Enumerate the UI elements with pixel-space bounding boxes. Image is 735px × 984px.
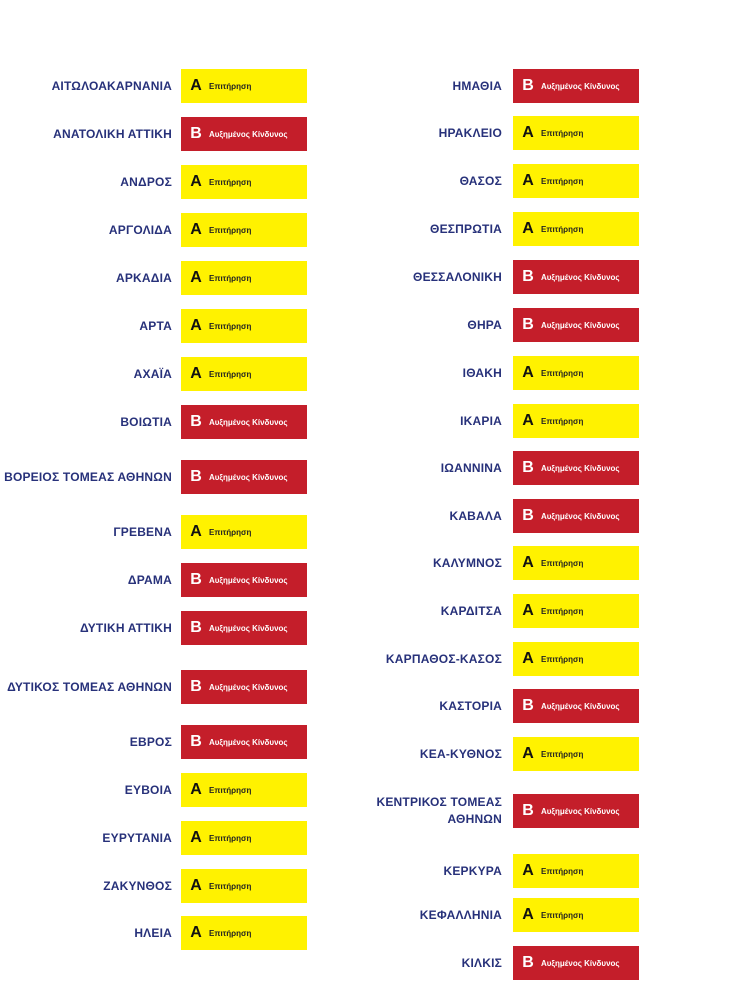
- region-name: ΙΘΑΚΗ: [462, 365, 502, 380]
- level-label: Επιτήρηση: [541, 654, 584, 664]
- region-row: [365, 642, 639, 676]
- alert-level-badge: [513, 546, 639, 580]
- alert-level-badge: [181, 515, 307, 549]
- level-label: Αυξημένος Κίνδυνος: [541, 320, 620, 330]
- alert-level-badge: [181, 117, 307, 151]
- alert-level-badge: [513, 212, 639, 246]
- level-label: Επιτήρηση: [541, 176, 584, 186]
- level-label: Επιτήρηση: [541, 128, 584, 138]
- level-letter: Β: [522, 268, 534, 285]
- region-row: [365, 946, 639, 980]
- level-label: Αυξημένος Κίνδυνος: [541, 511, 620, 521]
- alert-level-badge: [513, 854, 639, 888]
- level-letter: Β: [190, 733, 202, 750]
- region-row: [0, 515, 307, 549]
- region-name: ΔΡΑΜΑ: [127, 572, 172, 587]
- level-label: Επιτήρηση: [209, 833, 252, 843]
- level-letter: Α: [190, 317, 202, 334]
- level-label: Αυξημένος Κίνδυνος: [209, 623, 288, 633]
- region-name: ΚΕΡΚΥΡΑ: [443, 863, 502, 878]
- region-name: ΚΕΦΑΛΛΗΝΙΑ: [419, 907, 502, 922]
- region-row: [365, 404, 639, 438]
- region-name: ΓΡΕΒΕΝΑ: [113, 524, 172, 539]
- region-name: ΚΑΒΑΛΑ: [449, 508, 502, 523]
- level-letter: Α: [190, 221, 202, 238]
- region-row: [0, 261, 307, 295]
- region-name: ΚΕΝΤΡΙΚΟΣ ΤΟΜΕΑΣ ΑΘΗΝΩΝ: [376, 795, 502, 826]
- alert-level-badge: [181, 261, 307, 295]
- region-name: ΑΧΑΪΑ: [133, 366, 172, 381]
- region-row: [365, 854, 639, 888]
- level-letter: Α: [190, 77, 202, 94]
- region-row: [365, 898, 639, 932]
- region-row: [365, 260, 639, 294]
- level-label: Αυξημένος Κίνδυνος: [209, 575, 288, 585]
- region-row: [365, 69, 639, 103]
- level-letter: Α: [522, 650, 534, 667]
- level-letter: Β: [190, 678, 202, 695]
- alert-level-badge: [181, 165, 307, 199]
- level-label: Αυξημένος Κίνδυνος: [209, 417, 288, 427]
- region-row: [365, 164, 639, 198]
- level-letter: Β: [522, 697, 534, 714]
- region-name: ΗΡΑΚΛΕΙΟ: [438, 125, 502, 140]
- region-row: [0, 309, 307, 343]
- alert-level-badge: [181, 309, 307, 343]
- level-letter: Α: [190, 365, 202, 382]
- region-row: [365, 356, 639, 390]
- level-label: Επιτήρηση: [209, 321, 252, 331]
- alert-level-badge: [513, 898, 639, 932]
- region-row: [0, 821, 307, 855]
- level-label: Επιτήρηση: [541, 224, 584, 234]
- level-letter: Β: [522, 954, 534, 971]
- level-letter: Β: [522, 802, 534, 819]
- level-letter: Α: [522, 554, 534, 571]
- region-row: [0, 563, 307, 597]
- region-name: ΖΑΚΥΝΘΟΣ: [103, 878, 172, 893]
- region-row: [365, 116, 639, 150]
- level-letter: Β: [190, 125, 202, 142]
- region-row: [0, 725, 307, 759]
- level-letter: Α: [190, 829, 202, 846]
- level-label: Επιτήρηση: [209, 881, 252, 891]
- region-row: [0, 405, 307, 439]
- level-label: Επιτήρηση: [541, 368, 584, 378]
- region-name: ΚΙΛΚΙΣ: [461, 955, 502, 970]
- alert-level-badge: [513, 260, 639, 294]
- region-row: [0, 69, 307, 103]
- alert-level-badge: [181, 869, 307, 903]
- alert-level-badge: [181, 357, 307, 391]
- region-row: [0, 460, 307, 494]
- alert-level-badge: [513, 642, 639, 676]
- region-name: ΚΑΡΔΙΤΣΑ: [440, 603, 502, 618]
- region-name: ΙΚΑΡΙΑ: [460, 413, 502, 428]
- region-name: ΑΝΑΤΟΛΙΚΗ ΑΤΤΙΚΗ: [53, 126, 172, 141]
- alert-level-badge: [181, 460, 307, 494]
- region-name: ΕΥΡΥΤΑΝΙΑ: [102, 830, 172, 845]
- level-letter: Α: [190, 877, 202, 894]
- region-row: [365, 451, 639, 485]
- alert-level-badge: [181, 821, 307, 855]
- region-name: ΑΡΤΑ: [139, 318, 172, 333]
- region-row: [365, 308, 639, 342]
- level-label: Αυξημένος Κίνδυνος: [209, 129, 288, 139]
- level-letter: Α: [522, 862, 534, 879]
- alert-level-badge: [513, 69, 639, 103]
- region-name: ΑΡΓΟΛΙΔΑ: [108, 222, 172, 237]
- alert-level-badge: [181, 670, 307, 704]
- level-letter: Α: [522, 124, 534, 141]
- level-label: Επιτήρηση: [209, 273, 252, 283]
- level-letter: Α: [190, 781, 202, 798]
- region-name: ΚΑΣΤΟΡΙΑ: [439, 698, 502, 713]
- region-name: ΘΕΣΣΑΛΟΝΙΚΗ: [413, 269, 502, 284]
- alert-level-badge: [513, 594, 639, 628]
- level-letter: Α: [522, 745, 534, 762]
- level-letter: Β: [190, 413, 202, 430]
- level-letter: Α: [190, 269, 202, 286]
- level-letter: Β: [190, 571, 202, 588]
- level-label: Αυξημένος Κίνδυνος: [209, 737, 288, 747]
- level-label: Αυξημένος Κίνδυνος: [209, 682, 288, 692]
- level-letter: Β: [522, 459, 534, 476]
- region-name: ΔΥΤΙΚΟΣ ΤΟΜΕΑΣ ΑΘΗΝΩΝ: [7, 679, 172, 694]
- level-letter: Α: [190, 523, 202, 540]
- alert-level-badge: [181, 69, 307, 103]
- level-letter: Α: [522, 906, 534, 923]
- alert-level-badge: [181, 213, 307, 247]
- alert-level-badge: [513, 116, 639, 150]
- alert-level-badge: [513, 404, 639, 438]
- level-letter: Β: [190, 619, 202, 636]
- level-letter: Α: [522, 364, 534, 381]
- level-label: Αυξημένος Κίνδυνος: [541, 272, 620, 282]
- level-label: Επιτήρηση: [209, 785, 252, 795]
- region-name: ΚΑΛΥΜΝΟΣ: [432, 555, 502, 570]
- level-label: Επιτήρηση: [541, 416, 584, 426]
- region-row: [0, 165, 307, 199]
- alert-level-badge: [181, 611, 307, 645]
- level-label: Επιτήρηση: [209, 81, 252, 91]
- region-name: ΗΛΕΙΑ: [134, 925, 172, 940]
- region-name: ΕΥΒΟΙΑ: [124, 782, 172, 797]
- level-label: Επιτήρηση: [541, 606, 584, 616]
- level-label: Επιτήρηση: [541, 749, 584, 759]
- level-label: Επιτήρηση: [541, 558, 584, 568]
- region-row: [365, 737, 639, 771]
- level-letter: Α: [522, 220, 534, 237]
- region-row: [0, 869, 307, 903]
- alert-level-badge: [513, 689, 639, 723]
- region-name: ΚΑΡΠΑΘΟΣ-ΚΑΣΟΣ: [385, 651, 502, 666]
- level-letter: Β: [522, 316, 534, 333]
- region-name: ΒΟΡΕΙΟΣ ΤΟΜΕΑΣ ΑΘΗΝΩΝ: [4, 469, 172, 484]
- level-letter: Β: [190, 468, 202, 485]
- region-name: ΑΡΚΑΔΙΑ: [115, 270, 172, 285]
- level-label: Αυξημένος Κίνδυνος: [541, 463, 620, 473]
- alert-level-badge: [513, 451, 639, 485]
- level-letter: Α: [190, 173, 202, 190]
- level-label: Επιτήρηση: [541, 910, 584, 920]
- level-letter: Α: [522, 412, 534, 429]
- level-label: Αυξημένος Κίνδυνος: [209, 472, 288, 482]
- region-row: [0, 213, 307, 247]
- region-name: ΕΒΡΟΣ: [129, 734, 172, 749]
- level-label: Επιτήρηση: [209, 928, 252, 938]
- alert-level-badge: [513, 499, 639, 533]
- region-row: [0, 117, 307, 151]
- level-letter: Α: [190, 924, 202, 941]
- region-row: [0, 916, 307, 950]
- level-label: Επιτήρηση: [209, 225, 252, 235]
- region-row: [0, 357, 307, 391]
- region-name: ΘΗΡΑ: [467, 317, 502, 332]
- alert-level-badge: [181, 405, 307, 439]
- region-row: [365, 546, 639, 580]
- level-label: Αυξημένος Κίνδυνος: [541, 958, 620, 968]
- region-row: [0, 773, 307, 807]
- level-label: Επιτήρηση: [209, 527, 252, 537]
- region-row: [365, 689, 639, 723]
- region-row: [365, 499, 639, 533]
- level-label: Αυξημένος Κίνδυνος: [541, 806, 620, 816]
- region-row: [365, 794, 639, 828]
- alert-level-badge: [513, 356, 639, 390]
- level-letter: Α: [522, 172, 534, 189]
- alert-level-badge: [181, 916, 307, 950]
- region-name: ΚΕΑ-ΚΥΘΝΟΣ: [419, 746, 502, 761]
- level-letter: Β: [522, 507, 534, 524]
- alert-level-badge: [181, 725, 307, 759]
- region-name: ΙΩΑΝΝΙΝΑ: [440, 460, 502, 475]
- alert-level-badge: [513, 308, 639, 342]
- alert-level-badge: [513, 164, 639, 198]
- region-name: ΒΟΙΩΤΙΑ: [120, 414, 172, 429]
- region-name: ΗΜΑΘΙΑ: [452, 78, 502, 93]
- alert-level-badge: [513, 794, 639, 828]
- alert-level-badge: [513, 737, 639, 771]
- level-letter: Α: [522, 602, 534, 619]
- level-label: Αυξημένος Κίνδυνος: [541, 701, 620, 711]
- region-name: ΑΝΔΡΟΣ: [120, 174, 172, 189]
- region-row: [365, 594, 639, 628]
- alert-level-badge: [513, 946, 639, 980]
- level-label: Επιτήρηση: [541, 866, 584, 876]
- region-name: ΑΙΤΩΛΟΑΚΑΡΝΑΝΙΑ: [51, 78, 172, 93]
- level-label: Επιτήρηση: [209, 177, 252, 187]
- level-label: Αυξημένος Κίνδυνος: [541, 81, 620, 91]
- level-label: Επιτήρηση: [209, 369, 252, 379]
- region-row: [0, 670, 307, 704]
- region-row: [0, 611, 307, 645]
- level-letter: Β: [522, 77, 534, 94]
- region-name: ΘΑΣΟΣ: [459, 173, 502, 188]
- alert-level-badge: [181, 773, 307, 807]
- region-row: [365, 212, 639, 246]
- region-name: ΘΕΣΠΡΩΤΙΑ: [430, 221, 502, 236]
- alert-level-badge: [181, 563, 307, 597]
- region-name: ΔΥΤΙΚΗ ΑΤΤΙΚΗ: [79, 620, 172, 635]
